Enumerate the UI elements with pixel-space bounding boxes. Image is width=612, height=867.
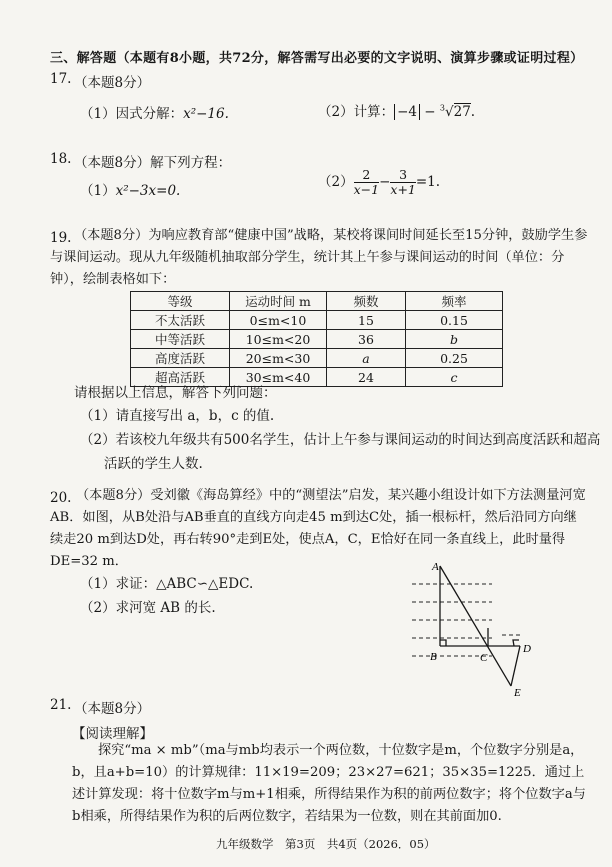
q19-intro: （本题8分）为响应教育部“健康中国”战略，某校将课间时间延长至15分钟，鼓励学生参与课间运动。现从九年级随机抽取部分学生，统计其上午参与课间运动的时间（单位：分钟），绘制表格如下： (50, 228, 588, 287)
table-cell: 0.25 (406, 349, 503, 368)
q20-number: 20. (50, 490, 72, 506)
q17-period: . (470, 104, 476, 120)
table-cell: 15 (327, 311, 406, 330)
q18-part1-expr: x²−3x=0. (115, 183, 181, 199)
q18-frac1-num: 2 (354, 168, 379, 183)
right-angle-mark-B (440, 640, 446, 646)
table-cell: 0.15 (406, 311, 503, 330)
q17-part1-expr: x²−16. (183, 106, 229, 122)
q21-body: 探究“ma × mb”（ma与mb均表示一个两位数，十位数字是m，个位数字分别是a，b，且a+b=10）的计算规律：11×19=209；23×27=621；35×35=1225．通过上述计算发现：将十位数字m与m+1相乘，所得结果作为积的前两位数字；将个位数字a与b相乘，所得结果作为积的后两位数字，若结果为一位数，则在其前面加0. (72, 743, 586, 824)
q18-minus: − (379, 174, 391, 190)
table-header-cell: 频数 (327, 292, 406, 311)
table-cell: 0≤m<10 (230, 311, 327, 330)
table-row (131, 311, 503, 330)
q20-intro: （本题8分）受刘徽《海岛算经》中的“测望法”启发，某兴趣小组设计如下方法测量河宽AB．如图，从B处沿与AB垂直的直线方向走45 m到达C处，插一根标杆，然后沿同方向继续走20 m到达D处，再右转90°走到E处，使点A，C，E恰好在同一条直线上，此时量得DE=32 m． (50, 488, 586, 569)
point-label-B: B (430, 651, 437, 663)
river-measurement-diagram (410, 560, 545, 700)
q20-part1: （1）求证：△ABC∽△EDC. (80, 576, 254, 592)
point-label-A: A (432, 561, 439, 573)
q18-rhs: =1. (415, 174, 441, 190)
table-header-row (131, 292, 503, 311)
q21-header: （本题8分） (74, 701, 151, 717)
q17-part1-prefix: （1）因式分解： (80, 106, 184, 122)
q18-header: （本题8分）解下列方程： (74, 155, 232, 171)
table-cell: 不太活跃 (131, 311, 230, 330)
q17-root-index: 3 (439, 103, 445, 113)
page-footer: 九年级数学 第3页 共4页（2026．05） (216, 837, 436, 851)
q18-frac1-den: x−1 (353, 182, 380, 197)
point-label-C: C (480, 652, 488, 664)
radical-sign-icon: √ (445, 104, 454, 120)
table-cell: 36 (327, 330, 406, 349)
point-label-E: E (514, 687, 521, 699)
q18-fraction-1 (354, 168, 379, 197)
q17-abs-value: −4 (394, 104, 420, 120)
table-cell: c (406, 368, 503, 387)
table-row (131, 330, 503, 349)
table-cell: a (327, 349, 406, 368)
q19-part2-line2: 活跃的学生人数. (104, 456, 203, 472)
table-cell: 中等活跃 (131, 330, 230, 349)
q17-header: （本题8分） (74, 75, 151, 91)
table-cell: 30≤m<40 (230, 368, 327, 387)
segment-DE (511, 646, 520, 686)
q19-number: 19. (50, 230, 72, 246)
table-header-cell: 等级 (131, 292, 230, 311)
table-cell: 超高活跃 (131, 368, 230, 387)
q19-part2-line1: （2）若该校九年级共有500名学生，估计上午参与课间运动的时间达到高度活跃和超高 (80, 432, 601, 448)
q18-part2-prefix: （2） (318, 174, 354, 190)
table-cell: 10≤m<20 (230, 330, 327, 349)
table-cell: 24 (327, 368, 406, 387)
q21-number: 21. (50, 697, 72, 713)
q19-prompt: 请根据以上信息，解答下列问题： (74, 385, 277, 401)
q18-part1 (80, 179, 180, 199)
table-header-cell: 运动时间 m (230, 292, 327, 311)
q17-radicand: 27 (453, 104, 471, 120)
q17-part2-prefix: （2）计算： (318, 104, 395, 120)
table-cell: 高度活跃 (131, 349, 230, 368)
q17-part1 (80, 102, 229, 122)
point-label-D: D (523, 643, 531, 655)
table-cell: b (406, 330, 503, 349)
q18-number: 18. (50, 151, 72, 167)
q18-part2 (318, 168, 440, 197)
q18-frac2-num: 3 (390, 168, 415, 183)
section-heading: 三、解答题（本题有8小题，共72分，解答需写出必要的文字说明、演算步骤或证明过程） (50, 51, 584, 66)
q17-number: 17. (50, 71, 72, 87)
table-header-cell: 频率 (406, 292, 503, 311)
table-cell: 20≤m<30 (230, 349, 327, 368)
q20-part2: （2）求河宽 AB 的长. (80, 600, 216, 616)
q18-frac2-den: x+1 (390, 182, 416, 197)
table-row (131, 349, 503, 368)
q18-fraction-2 (390, 168, 415, 197)
q21-reading-title: 【阅读理解】 (72, 726, 153, 742)
q17-minus: − (420, 104, 440, 120)
q17-part2 (318, 100, 475, 120)
q19-part1: （1）请直接写出 a，b，c 的值. (80, 408, 275, 424)
frequency-table (130, 291, 503, 387)
right-angle-mark-D (513, 640, 519, 646)
q18-part1-prefix: （1） (80, 183, 116, 199)
